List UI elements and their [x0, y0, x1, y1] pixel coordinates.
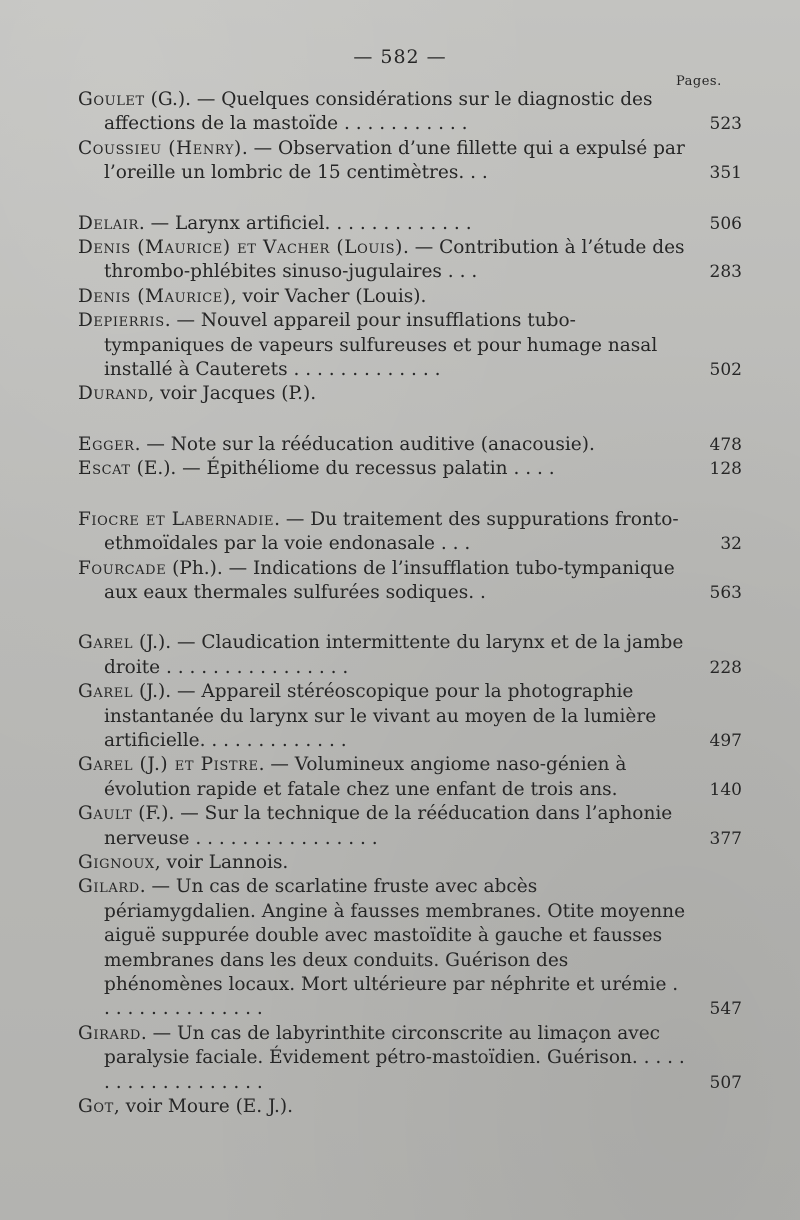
index-entry: [78, 851, 738, 875]
author-name: Gignoux: [78, 851, 155, 873]
index-entry: [78, 631, 742, 680]
index-entry: [78, 557, 742, 606]
entry-title: , voir Vacher (Louis).: [230, 285, 427, 307]
index-entry: [78, 212, 742, 236]
index-entry: [78, 457, 742, 481]
page-reference: 228: [709, 657, 742, 678]
author-name: Coussieu (Henry): [78, 137, 242, 159]
index-entry: [78, 753, 742, 802]
entry-title: (J.). — Claudication intermittente du larynx et de la jambe droite . . . . . . . . . . . . . . . .: [104, 632, 684, 678]
author-name: Fiocre et Labernadie: [78, 508, 275, 530]
author-name: Gilard: [78, 876, 140, 898]
index-entry: [78, 433, 742, 457]
author-name: Garel: [78, 632, 134, 654]
entry-title: , voir Moure (E. J.).: [113, 1096, 294, 1118]
page-reference: 351: [709, 163, 742, 184]
author-name: Durand: [78, 383, 149, 405]
author-name: Denis (Maurice) et Vacher (Louis): [78, 237, 403, 259]
author-name: Depierris: [78, 310, 165, 332]
index-content: [78, 88, 742, 1119]
entry-title: , voir Jacques (P.).: [148, 383, 317, 405]
entry-title: . — Observation d’une fillette qui a expulsé par l’oreille un lombric de 15 centimètres. . .: [104, 137, 685, 184]
entry-title: . — Volumineux angiome naso-génien à évolution rapide et fatale chez une enfant de trois ans.: [104, 754, 627, 800]
page-reference: 32: [720, 534, 742, 555]
page-reference: 507: [709, 1072, 742, 1093]
index-entry: [78, 508, 742, 557]
author-name: Fourcade: [78, 557, 167, 579]
index-entry: [78, 1022, 742, 1095]
page-reference: 547: [709, 999, 742, 1020]
index-entry: [78, 285, 738, 309]
page-reference: 283: [709, 262, 742, 283]
index-entry: [78, 309, 742, 382]
entry-title: . — Contribution à l’étude des thrombo-phlébites sinuso-jugulaires . . .: [104, 237, 685, 283]
group-separator: [78, 186, 738, 212]
index-entry: [78, 1095, 738, 1119]
page-reference: 563: [709, 582, 742, 603]
index-entry: [78, 802, 742, 851]
author-name: Goulet: [78, 89, 145, 110]
index-entry: [78, 875, 742, 1021]
page-reference: 523: [709, 114, 742, 135]
group-separator: [78, 605, 738, 631]
author-name: Escat: [78, 458, 131, 480]
entry-title: (G.). — Quelques considérations sur le diagnostic des affections de la mastoïde . . . . . . . . . . .: [104, 89, 653, 135]
entry-title: . — Un cas de labyrinthite circonscrite au limaçon avec paralysie faciale. Évidement pétro-mastoïdien. Guérison. . . . . . . . . . . . . . . . . . .: [104, 1022, 685, 1093]
entry-title: . — Nouvel appareil pour insufflations tubo-tympaniques de vapeurs sulfureuses et pour humage nasal installé à Cauterets . . . . . . . . . . . . .: [104, 310, 658, 381]
entry-title: . — Un cas de scarlatine fruste avec abcès périamygdalien. Angine à fausses membranes. Otite moyenne aiguë suppurée double avec mastoïdite à gauche et fausses membranes dans les deux conduits. Guérison des phénomènes locaux. Mort ultérieure par néphrite et urémie . . . . . . . . . . . . . . .: [104, 876, 686, 1020]
pages-column-header: Pages.: [676, 74, 722, 89]
page-reference: 140: [709, 779, 742, 800]
author-name: Got: [78, 1096, 114, 1118]
author-name: Egger: [78, 433, 135, 455]
page-reference: 128: [709, 459, 742, 480]
page-reference: 502: [709, 360, 742, 381]
entry-title: . — Du traitement des suppurations fronto-ethmoïdales par la voie endonasale . . .: [104, 508, 679, 555]
author-name: Girard: [78, 1022, 141, 1044]
author-name: Garel (J.) et Pistre: [78, 754, 259, 776]
index-entry: [78, 382, 738, 406]
entry-title: (E.). — Épithéliome du recessus palatin . . . .: [130, 458, 555, 480]
author-name: Denis (Maurice): [78, 285, 231, 307]
page-reference: 506: [709, 213, 742, 234]
page-number: — 582 —: [353, 46, 447, 68]
entry-title: . — Note sur la rééducation auditive (anacousie).: [134, 433, 595, 455]
index-entry: [78, 236, 742, 285]
author-name: Garel: [78, 681, 134, 703]
entry-title: , voir Lannois.: [154, 851, 289, 873]
group-separator: [78, 482, 738, 508]
page-reference: 377: [709, 828, 742, 849]
author-name: Delair: [78, 212, 139, 234]
index-entry: [78, 88, 742, 137]
author-name: Gault: [78, 803, 133, 825]
index-entry: [78, 137, 742, 186]
entry-title: . — Larynx artificiel. . . . . . . . . . . . .: [138, 212, 472, 234]
entry-title: (F.). — Sur la technique de la rééducation dans l’aphonie nerveuse . . . . . . . . . . . . . . . .: [104, 803, 673, 849]
index-entry: [78, 680, 742, 753]
entry-title: (Ph.). — Indications de l’insufflation tubo-tympanique aux eaux thermales sulfurées sodiques. .: [104, 557, 675, 603]
index-entries: [78, 88, 742, 1119]
group-separator: [78, 407, 738, 433]
page-reference: 478: [709, 434, 742, 455]
page-reference: 497: [709, 730, 742, 751]
entry-title: (J.). — Appareil stéréoscopique pour la photographie instantanée du larynx sur le vivant au moyen de la lumière artificielle. . . . . . . . . . . . .: [104, 681, 657, 751]
